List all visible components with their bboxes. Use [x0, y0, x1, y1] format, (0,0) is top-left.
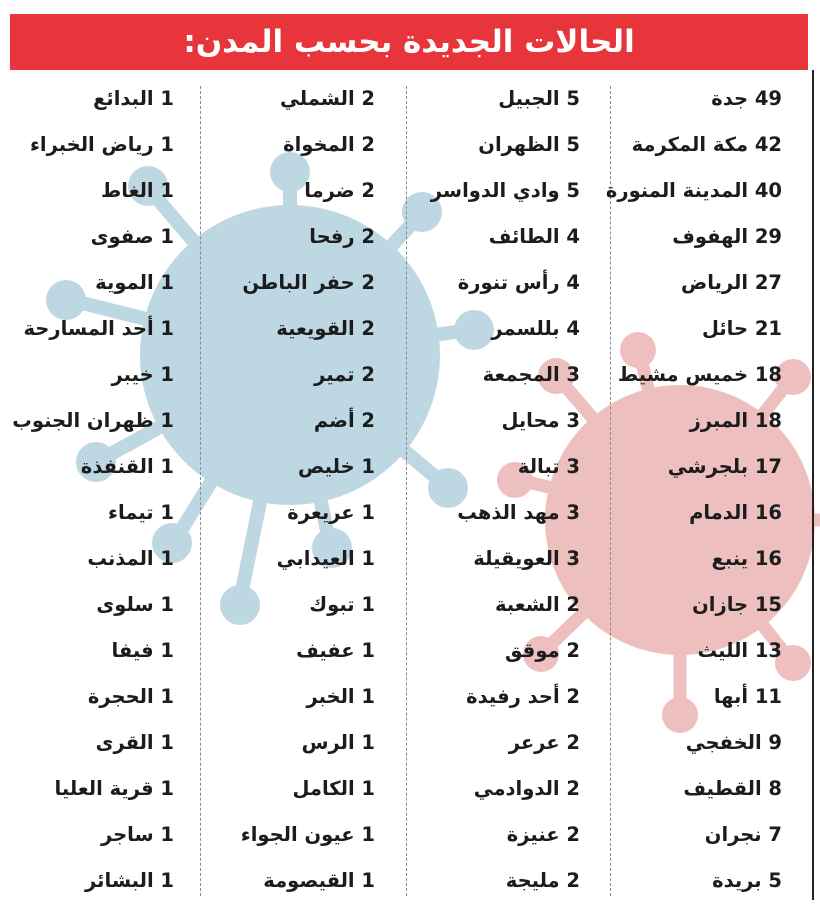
- list-item: 3 مهد الذهب: [457, 501, 580, 524]
- list-item: 40 المدينة المنورة: [605, 179, 782, 202]
- list-item: 1 قرية العليا: [54, 777, 174, 800]
- list-item: 5 بريدة: [712, 869, 782, 892]
- list-item: 1 الغاط: [101, 179, 174, 202]
- list-item: 27 الرياض: [681, 271, 782, 294]
- list-item: 1 صفوى: [90, 225, 174, 248]
- list-item: 1 ظهران الجنوب: [12, 409, 174, 432]
- list-item: 2 عرعر: [508, 731, 580, 754]
- list-item: 15 جازان: [692, 593, 782, 616]
- list-item: 2 القويعية: [276, 317, 375, 340]
- list-item: 2 الشعبة: [494, 593, 580, 616]
- list-item: 3 محايل: [501, 409, 580, 432]
- list-item: 1 القرى: [95, 731, 174, 754]
- list-item: 2 المخواة: [283, 133, 375, 156]
- list-item: 1 الموية: [95, 271, 174, 294]
- list-item: 1 تبوك: [309, 593, 375, 616]
- list-item: 5 الجبيل: [498, 87, 580, 110]
- list-item: 8 القطيف: [683, 777, 782, 800]
- list-item: 13 الليث: [697, 639, 782, 662]
- list-item: 1 رياض الخبراء: [29, 133, 174, 156]
- list-item: 1 خيبر: [111, 363, 174, 386]
- list-item: 21 حائل: [701, 317, 782, 340]
- list-item: 5 وادي الدواسر: [430, 179, 580, 202]
- list-item: 2 رفحا: [309, 225, 375, 248]
- list-item: 7 نجران: [704, 823, 782, 846]
- cases-column-3: [205, 76, 375, 900]
- list-item: 1 ساجر: [100, 823, 174, 846]
- cases-column-1: [605, 76, 782, 900]
- list-item: 3 المجمعة: [482, 363, 580, 386]
- list-item: 16 ينبع: [711, 547, 782, 570]
- list-item: 1 عيون الجواء: [240, 823, 375, 846]
- list-item: 2 عنيزة: [506, 823, 580, 846]
- list-item: 2 موقق: [504, 639, 580, 662]
- list-item: 1 القيصومة: [263, 869, 375, 892]
- list-item: 1 خليص: [298, 455, 375, 478]
- list-item: 11 أبها: [713, 685, 782, 708]
- list-item: 2 الدوادمي: [473, 777, 580, 800]
- list-item: 4 بللسمر: [491, 317, 580, 340]
- list-item: 1 الخبر: [306, 685, 375, 708]
- list-item: 1 القنفذة: [80, 455, 174, 478]
- page-title: الحالات الجديدة بحسب المدن:: [10, 14, 808, 70]
- list-item: 17 بلجرشي: [667, 455, 782, 478]
- cases-column-4: [8, 76, 174, 900]
- list-item: 2 الشملي: [280, 87, 375, 110]
- list-item: 1 البشائر: [85, 869, 174, 892]
- city-cases-table: [0, 76, 820, 900]
- list-item: 29 الهفوف: [672, 225, 782, 248]
- list-item: 42 مكة المكرمة: [631, 133, 782, 156]
- list-item: 1 الرس: [301, 731, 375, 754]
- list-item: 16 الدمام: [689, 501, 782, 524]
- list-item: 2 حفر الباطن: [242, 271, 375, 294]
- list-item: 1 تيماء: [107, 501, 174, 524]
- list-item: 9 الخفجي: [685, 731, 782, 754]
- list-item: 3 العويقيلة: [473, 547, 580, 570]
- list-item: 1 الحجرة: [87, 685, 174, 708]
- list-item: 1 عفيف: [296, 639, 375, 662]
- list-item: 1 عريعرة: [287, 501, 375, 524]
- list-item: 18 المبرز: [689, 409, 782, 432]
- list-item: 1 سلوى: [96, 593, 174, 616]
- cases-column-2: [410, 76, 580, 900]
- list-item: 5 الظهران: [478, 133, 580, 156]
- list-item: 18 خميس مشيط: [617, 363, 782, 386]
- list-item: 2 ضرما: [304, 179, 375, 202]
- list-item: 2 تمير: [314, 363, 375, 386]
- list-item: 1 أحد المسارحة: [23, 317, 174, 340]
- list-item: 1 العيدابي: [276, 547, 375, 570]
- list-item: 1 البدائع: [93, 87, 174, 110]
- list-item: 49 جدة: [711, 87, 782, 110]
- list-item: 2 أضم: [313, 409, 375, 432]
- list-item: 4 الطائف: [488, 225, 580, 248]
- list-item: 4 رأس تنورة: [457, 271, 580, 294]
- list-item: 1 المذنب: [87, 547, 174, 570]
- list-item: 1 الكامل: [292, 777, 375, 800]
- list-item: 3 تبالة: [517, 455, 580, 478]
- list-item: 2 مليجة: [505, 869, 580, 892]
- list-item: 1 فيفا: [111, 639, 174, 662]
- list-item: 2 أحد رفيدة: [466, 685, 580, 708]
